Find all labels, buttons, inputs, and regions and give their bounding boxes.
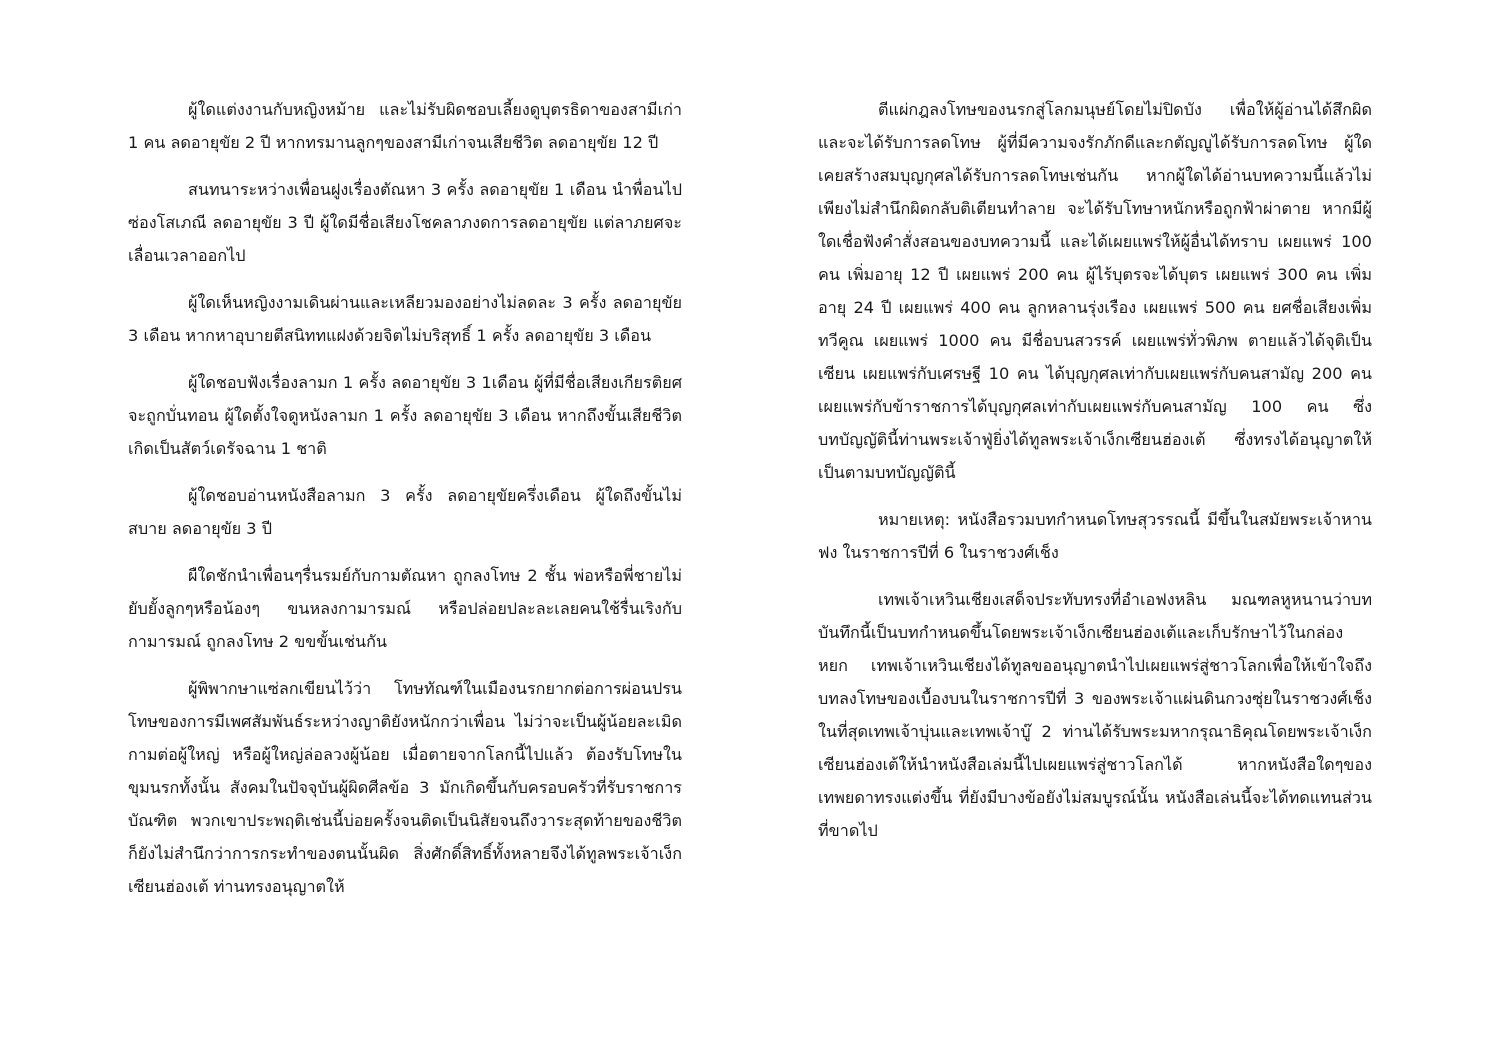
right-page [750, 0, 1500, 1059]
paragraph: สนทนาระหว่างเพื่อนฝูงเรื่องตัณหา 3 ครั้ง ลดอายุขัย 1 เดือน นำพื่อนไปซ่องโสเภณี ลดอายุขัย 3 ปี ผู้ใดมีชื่อเสียงโชคลาภงดการลดอายุขัย แต่ลาภยศจะเลื่อนเวลาออกไป [128, 180, 682, 265]
paragraph: ผืใดชักนำเพื่อนๆรื่นรมย์กับกามตัณหา ถูกลงโทษ 2 ชั้น พ่อหรือพี่ชายไม่ยับยั้งลูกๆหรือน้องๆ ขนหลงกามารมณ์ หรือปล่อยปละละเลยคนใช้รื่นเริงกับกามารมณ์ ถูกลงโทษ 2 ขขขั้นเช่นกัน [128, 566, 682, 651]
note-paragraph: หมายเหตุ: หนังสือรวมบทกำหนดโทษสุวรรณนี้ มีขึ้นในสมัยพระเจ้าหานฟง ในราชการปีที่ 6 ในราชวงศ์เช็ง [818, 510, 1372, 562]
paragraph: ผู้ใดเห็นหญิงงามเดินผ่านและเหลียวมองอย่างไม่ลดละ 3 ครั้ง ลดอายุขัย 3 เดือน หากหาอุบายตีสนิททแฝงด้วยจิตไม่บริสุทธิ์ 1 ครั้ง ลดอายุขัย 3 เดือน [128, 293, 682, 345]
paragraph: ผู้ใดชอบอ่านหนังสือลามก 3 ครั้ง ลดอายุขัยครึ่งเดือน ผู้ใดถึงขั้นไม่สบาย ลดอายุขัย 3 ปี [128, 486, 682, 538]
paragraph: ผู้ใดแต่งงานกับหญิงหม้าย และไม่รับผิดชอบเลี้ยงดูบุตรธิดาของสามีเก่า 1 คน ลดอายุขัย 2 ปี หากทรมานลูกๆของสามีเก่าจนเสียชีวิต ลดอายุขัย 12 ปี [128, 100, 682, 152]
paragraph: เทพเจ้าเหวินเชียงเสด็จประทับทรงที่อำเอฟงหลิน มณฑลหูหนานว่าบทบันทึกนี้เป็นบทกำหนดขึ้นโดยพระเจ้าเง็กเซียนฮ่องเต้และเก็บรักษาไว้ในกล่องหยก เทพเจ้าเหวินเชียงได้ทูลขออนุญาตนำไปเผยแพร่สู่ชาวโลกเพื่อให้เข้าใจถึงบทลงโทษของเบื้องบนในราชการปีที่ 3 ของพระเจ้าแผ่นดินกวงซุ่ยในราชวงศ์เช็ง ในที่สุดเทพเจ้าบุ่นและเทพเจ้าบู๊ 2 ท่านได้รับพระมหากรุณาธิคุณโดยพระเจ้าเง็กเซียนฮ่องเต้ให้นำหนังสือเล่มนี้ไปเผยแพร่สู่ชาวโลกได้ หากหนังสือใดๆของเทพยดาทรงแต่งขึ้น ที่ยังมีบางข้อยังไม่สมบูรณ์นั้น หนังสือเล่นนี้จะได้ทดแทนส่วนที่ขาดไป [818, 590, 1372, 840]
right-text-column [818, 93, 1372, 861]
left-text-column [128, 93, 682, 917]
paragraph: ผู้พิพากษาแซ่ลกเขียนไว้ว่า โทษทัณฑ์ในเมืองนรกยากต่อการผ่อนปรน โทษของการมีเพศสัมพันธ์ระหว่างญาติยังหนักกว่าเพื่อน ไม่ว่าจะเป็นผู้น้อยละเมิดกามต่อผู้ใหญ่ หรือผู้ใหญ่ล่อลวงผู้น้อย เมื่อตายจากโลกนี้ไปแล้ว ต้องรับโทษในขุมนรกทั้งนั้น สังคมในปัจจุบันผู้ผิดศีลข้อ 3 มักเกิดขึ้นกับครอบครัวที่รับราชการ บัณฑิต พวกเขาประพฤติเช่นนี้บ่อยครั้งจนติดเป็นนิสัยจนถึงวาระสุดท้ายของชีวิต ก็ยังไม่สำนึกว่าการกระทำของตนนั้นผิด สิ่งศักดิ์สิทธิ์ทั้งหลายจึงได้ทูลพระเจ้าเง็กเซียนฮ่องเต้ ท่านทรงอนุญาตให้ [128, 679, 682, 896]
paragraph: ตีแผ่กฎลงโทษของนรกสู่โลกมนุษย์โดยไม่ปิดบัง เพื่อให้ผู้อ่านได้สึกผิดและจะได้รับการลดโทษ ผู้ที่มีความจงรักภักดีและกตัญญูได้รับการลดโทษ ผู้ใดเคยสร้างสมบุญกุศลได้รับการลดโทษเช่นกัน หากผู้ใดได้อ่านบทความนี้แล้วไม่เพียงไม่สำนึกผิดกลับติเตียนทำลาย จะได้รับโทษาหนักหรือถูกฟ้าผ่าตาย หากมีผู้ใดเชื่อฟังคำสั่งสอนของบทความนี้ และได้เผยแพร่ให้ผู้อื่นได้ทราบ เผยแพร่ 100 คน เพิ่มอายุ 12 ปี เผยแพร่ 200 คน ผู้ไร้บุตรจะได้บุตร เผยแพร่ 300 คน เพิ่มอายุ 24 ปี เผยแพร่ 400 คน ลูกหลานรุ่งเรือง เผยแพร่ 500 คน ยศชื่อเสียงเพิ่มทวีคูณ เผยแพร่ 1000 คน มีชื่อบนสวรรค์ เผยแพร่ทั่วพิภพ ตายแล้วได้จุติเป็นเซียน เผยแพร่กับเศรษฐี 10 คน ได้บุญกุศลเท่ากับเผยแพร่กับคนสามัญ 200 คน เผยแพร่กับข้าราชการได้บุญกุศลเท่ากับเผยแพร่กับคนสามัญ 100 คน ซึ่งบทบัญญัตินี้ท่านพระเจ้าฟู่ยิ่งได้ทูลพระเจ้าเง็กเซียนฮ่องเต้ ซึ่งทรงได้อนุญาตให้เป็นตามบทบัญญัตินี้ [818, 100, 1372, 482]
paragraph: ผู้ใดชอบฟังเรื่องลามก 1 ครั้ง ลดอายุขัย 3 1เดือน ผู้ที่มีชื่อเสียงเกียรติยศ จะถูกบั่นทอน ผู้ใดตั้งใจดูหนังลามก 1 ครั้ง ลดอายุขัย 3 เดือน หากถึงขั้นเสียชีวิต เกิดเป็นสัตว์เดรัจฉาน 1 ชาติ [128, 373, 682, 458]
